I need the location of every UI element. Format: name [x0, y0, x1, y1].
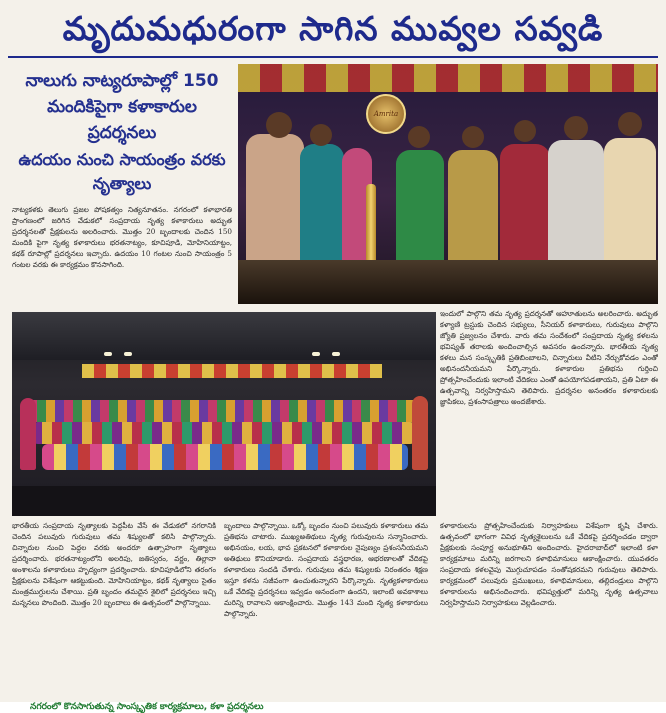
right-column: ఇందులో పాల్గొని తమ నృత్య ప్రదర్శనతో ఆహూతులను అలరించారు. అద్భుత కళ్యాణి ట్రస్టుకు చెందిన సభ్యులు, సీనియర్ కళాకారులు, గురువులు పాల్గొని జ్యోతి ప్రజ్వలనం చేశారు. వారు తమ సందేశంలో సంప్రదాయ నృత్య కళలను భవిష్యత్ తరాలకు అందించాల్సిన అవసరం ఉందన్నారు. భారతీయ నృత్య కళలు మన సంస్కృతికి ప్రతిబింబాలని, చిన్నారులు వీటిని నేర్చుకోవడం ఎంతో అభినందనీయమని పేర్కొన్నారు. కళాకారుల ప్రతిభను గుర్తించి ప్రోత్సహించేందుకు ఇలాంటి వేదికలు ఎంతో ఉపయోగపడతాయని, ప్రతి ఏటా ఈ ఉత్సవాన్ని నిర్వహిస్తామని తెలిపారు. ప్రదర్శనల అనంతరం కళాకారులకు జ్ఞాపికలు, ప్రశంసాపత్రాలు అందజేశారు. — [440, 309, 658, 406]
stage-light — [312, 352, 320, 356]
next-article-strip — [0, 702, 666, 713]
auditorium-ceiling — [12, 312, 436, 360]
stage-light — [124, 352, 132, 356]
group-dancers-photo — [12, 312, 436, 516]
bottom-column-2: బృందాలు పాల్గొన్నాయి. ఒక్కో బృందం నుంచి పలువురు కళాకారులు తమ ప్రతిభను చాటారు. ముఖ్యఅతిథులు నృత్య గురువులను సన్మానించారు. అభినయం, లయ, భావ ప్రకటనలో కళాకారుల నైపుణ్యం ప్రశంసనీయమని అతిథులు కొనియాడారు. సంప్రదాయ వస్త్రధారణ, ఆభరణాలతో వేదికపై కళాకారులు సందడి చేశారు. గురువులు తమ శిష్యులకు నిరంతరం శిక్షణ ఇస్తూ కళను సజీవంగా ఉంచుతున్నారని పేర్కొన్నారు. నృత్యకళాకారులు ఒకే వేదికపై ప్రదర్శనలు ఇవ్వడం ఆనందంగా ఉందని, ఇలాంటి అవకాశాలు మరిన్ని రావాలని ఆకాంక్షించారు. మొత్తం 143 మంది నృత్య కళాకారులు పాల్గొన్నారు. — [224, 521, 428, 618]
next-article-headline: నగరంలో కొనసాగుతున్న సాంస్కృతిక కార్యక్రమాలు, కళా ప్రదర్శనలు — [30, 702, 264, 712]
dancers-front-row — [42, 444, 408, 470]
stage-floor — [238, 260, 658, 304]
bottom-column-3: కళాకారులను ప్రోత్సహించేందుకు నిర్వాహకులు విశేషంగా కృషి చేశారు. ఉత్సవంలో భాగంగా వివిధ నృత్యశైలులను ఒకే వేదికపై ప్రదర్శించడం ద్వారా ప్రేక్షకులకు సంపూర్ణ అనుభూతిని అందించారు. హైదరాబాద్‌లో ఇలాంటి కళా కార్యక్రమాలు మరిన్ని జరగాలని కళాభిమానులు ఆకాంక్షించారు. యువతరం సంప్రదాయ కళలవైపు మొగ్గుచూపడం సంతోషకరమని గురువులు తెలిపారు. కార్యక్రమంలో పలువురు ప్రముఖులు, కళాభిమానులు, తల్లిదండ్రులు పాల్గొని కళాకారులను అభినందించారు. భవిష్యత్తులో మరిన్ని నృత్య ఉత్సవాలు నిర్వహిస్తామని నిర్వాహకులు వెల్లడించారు. — [440, 521, 658, 607]
stage-garland — [82, 364, 382, 378]
dancer-figure — [412, 396, 428, 470]
stage-light — [332, 352, 340, 356]
lamp-lighting-photo — [238, 64, 658, 304]
kicker-line-1: నాలుగు నాట్యరూపాల్లో 150 మందికిపైగా కళాకారుల ప్రదర్శనలు — [25, 71, 219, 143]
headline: మృదుమధురంగా సాగిన మువ్వల సవ్వడి — [62, 9, 604, 48]
dancer-figure — [20, 398, 36, 470]
event-logo-image — [366, 94, 406, 134]
dancers-middle-row — [32, 422, 416, 444]
stage-light — [104, 352, 112, 356]
guest-head — [266, 112, 292, 138]
stage-floor — [12, 486, 436, 516]
headline-rule — [8, 56, 658, 58]
logo-text: Amrita — [373, 110, 399, 118]
stage-banner — [238, 64, 658, 92]
guest-head — [618, 112, 642, 136]
guest-head — [564, 116, 588, 140]
dancers-back-row — [28, 400, 418, 422]
bottom-column-1: భారతీయ సంప్రదాయ నృత్యాలకు పెద్దపీట వేసే ఈ వేడుకలో నగరానికి చెందిన పలువురు గురువులు తమ శిష్యులతో కలిసి పాల్గొన్నారు. చిన్నారుల నుంచి పెద్దల వరకు అందరూ ఉత్సాహంగా నృత్యాలు ప్రదర్శించారు. భరతనాట్యంలోని అలరిపు, జతిస్వరం, వర్ణం, తిల్లానా అంశాలను కళాకారులు హృద్యంగా ప్రదర్శించారు. కూచిపూడిలోని తరంగం ప్రేక్షకులను విశేషంగా ఆకట్టుకుంది. మోహినియాట్టం, కథక్ నృత్యాలు సైతం మంత్రముగ్ధులను చేశాయి. ప్రతి బృందం తమదైన శైలిలో ప్రదర్శనలు ఇచ్చి మన్ననలు పొందింది. మొత్తం 20 బృందాలు ఈ ఉత్సవంలో పాల్గొన్నాయి. — [12, 521, 216, 607]
guest-head — [514, 120, 536, 142]
guest-head — [408, 126, 430, 148]
guest-head — [310, 124, 332, 146]
intro-column: నాట్యకళకు తెలుగు ప్రజల పోషకత్వం నిత్యనూతనం. నగరంలో కళాభారతి ప్రాంగణంలో జరిగిన వేడుకలో సంప్రదాయ నృత్య కళాకారులు అద్భుత ప్రదర్శనలతో ప్రేక్షకులను అలరించారు. మొత్తం 20 బృందాలకు చెందిన 150 మందికి పైగా నృత్య కళాకారులు భరతనాట్యం, కూచిపూడి, మోహినియాట్టం, కథక్ రూపాల్లో ప్రదర్శనలు ఇచ్చారు. ఉదయం 10 గంటల నుంచి సాయంత్రం 5 గంటల వరకు ఈ కార్యక్రమం కొనసాగింది. — [12, 205, 232, 269]
guest-head — [462, 126, 484, 148]
kicker-line-2: ఉదయం నుంచి సాయంత్రం వరకు నృత్యాలు — [18, 150, 226, 193]
